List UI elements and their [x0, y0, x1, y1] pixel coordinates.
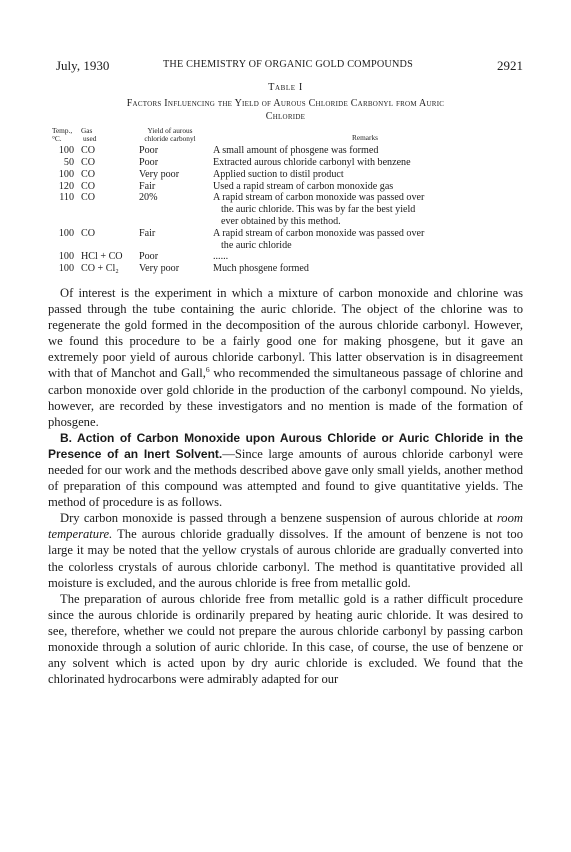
cell-remarks: A rapid stream of carbon monoxide was passed over the auric chloride. This was by far the best yield ever obtained by this method.	[213, 192, 425, 227]
col-header-remarks: Remarks	[352, 132, 378, 142]
cell-remarks: A rapid stream of carbon monoxide was passed over the auric chloride	[213, 227, 425, 251]
section-heading: B. Action of Carbon Monoxide upon Aurous Chloride or Auric Chloride in the Presence of an Inert Solvent.	[48, 430, 523, 461]
table-caption-line1: Factors Influencing the Yield of Aurous Chloride Carbonyl from Auric	[126, 98, 445, 109]
cell-remarks: Applied suction to distil product	[213, 168, 344, 180]
cell-temp: 100	[58, 263, 74, 275]
cell-temp: 100	[58, 227, 74, 239]
journal-page	[48, 58, 523, 687]
paragraph: B. Action of Carbon Monoxide upon Aurous Chloride or Auric Chloride in the Presence of an Inert Solvent.—Since large amounts of aurous chloride carbonyl were needed for our work and the methods described above gave only small yields, another method of preparation of this compound was attempted and found to give quantitative yields. The method of procedure is as follows.	[48, 430, 523, 510]
table-row	[48, 251, 523, 263]
table-row	[48, 157, 523, 169]
cell-gas: HCl + CO	[81, 251, 123, 263]
cell-remarks: Extracted aurous chloride carbonyl with benzene	[213, 156, 411, 168]
cell-temp: 100	[58, 168, 74, 180]
table-label: Table I	[268, 82, 303, 93]
cell-gas: CO	[81, 168, 96, 180]
cell-yield: Poor	[139, 156, 159, 168]
body-text	[48, 285, 523, 687]
cell-gas: CO	[81, 156, 96, 168]
cell-yield: Very poor	[139, 263, 180, 275]
cell-gas: CO	[81, 227, 96, 239]
cell-gas: CO + Cl₂	[81, 263, 119, 275]
table-row	[48, 145, 523, 157]
running-header	[48, 58, 523, 76]
table-row	[48, 228, 523, 252]
cell-temp: 120	[58, 180, 74, 192]
cell-gas: CO	[81, 192, 96, 204]
cell-gas: CO	[81, 180, 96, 192]
table-row	[48, 192, 523, 227]
cell-gas: CO	[81, 145, 96, 157]
cell-yield: Fair	[139, 180, 156, 192]
cell-temp: 100	[58, 145, 74, 157]
cell-remarks: Used a rapid stream of carbon monoxide gas	[213, 180, 394, 192]
footnote-ref: 6	[205, 365, 210, 375]
cell-remarks: ......	[213, 251, 229, 263]
paragraph: The preparation of aurous chloride free from metallic gold is a rather difficult procedure since the aurous chloride is ordinarily prepared by heating auric chloride. It was desired to see, therefore, whether we could not prepare the aurous chloride carbonyl by passing carbon monoxide through a solution of auric chloride. In this case, of course, the use of benzene or any solvent which is acted upon by dry auric chloride is excluded. We found that the chlorinated hydrocarbons were admirably adapted for our	[48, 591, 523, 687]
issue-date: July, 1930	[56, 58, 110, 73]
col-header-temp: Temp., °C.	[52, 126, 73, 143]
cell-remarks: Much phosgene formed	[213, 263, 309, 275]
col-header-yield: Yield of aurous chloride carbonyl	[144, 126, 196, 143]
cell-remarks: A small amount of phosgene was formed	[213, 145, 379, 157]
table-row	[48, 169, 523, 181]
paragraph: Of interest is the experiment in which a mixture of carbon monoxide and chlorine was passed through the tube containing the auric chloride. The object of the chlorine was to regenerate the gold formed in the decomposition of the aurous chloride carbonyl. However, we found this procedure to be a fairly good one for making phosgene, but it gave an extremely poor yield of aurous chloride carbonyl. This latter observation is in disagreement with that of Manchot and Gall,$^6$ who recommended the simultaneous passage of chlorine and carbon monoxide over gold chloride in the production of the carbonyl compound. No yields, however, are recorded by these investigators and no mention is made of the formation of phosgene.	[48, 285, 523, 429]
cell-yield: Poor	[139, 145, 159, 157]
table-caption-line2: Chloride	[265, 110, 306, 122]
paragraph: Dry carbon monoxide is passed through a benzene suspension of aurous chloride at room temperature. The aurous chloride gradually dissolves. If the amount of benzene is not too large it may be noted that the yellow crystals of aurous chloride are gradually converted into the colorless crystals of aurous chloride carbonyl. The method is quantitative provided all moisture is excluded, and the aurous chloride is free from metallic gold.	[48, 511, 523, 590]
table-caption	[48, 98, 523, 123]
cell-yield: 20%	[139, 192, 158, 204]
cell-yield: Poor	[139, 251, 159, 263]
table-header-row	[48, 127, 523, 145]
cell-yield: Fair	[139, 227, 156, 239]
cell-yield: Very poor	[139, 168, 180, 180]
cell-temp: 110	[59, 192, 74, 204]
table-row	[48, 263, 523, 275]
page-number: 2921	[497, 58, 523, 73]
running-title: THE CHEMISTRY OF ORGANIC GOLD COMPOUNDS	[163, 59, 413, 70]
col-header-gas: Gas used	[81, 126, 97, 143]
yield-table	[48, 127, 523, 275]
table-row	[48, 181, 523, 193]
cell-temp: 100	[58, 251, 74, 263]
cell-temp: 50	[63, 156, 74, 168]
